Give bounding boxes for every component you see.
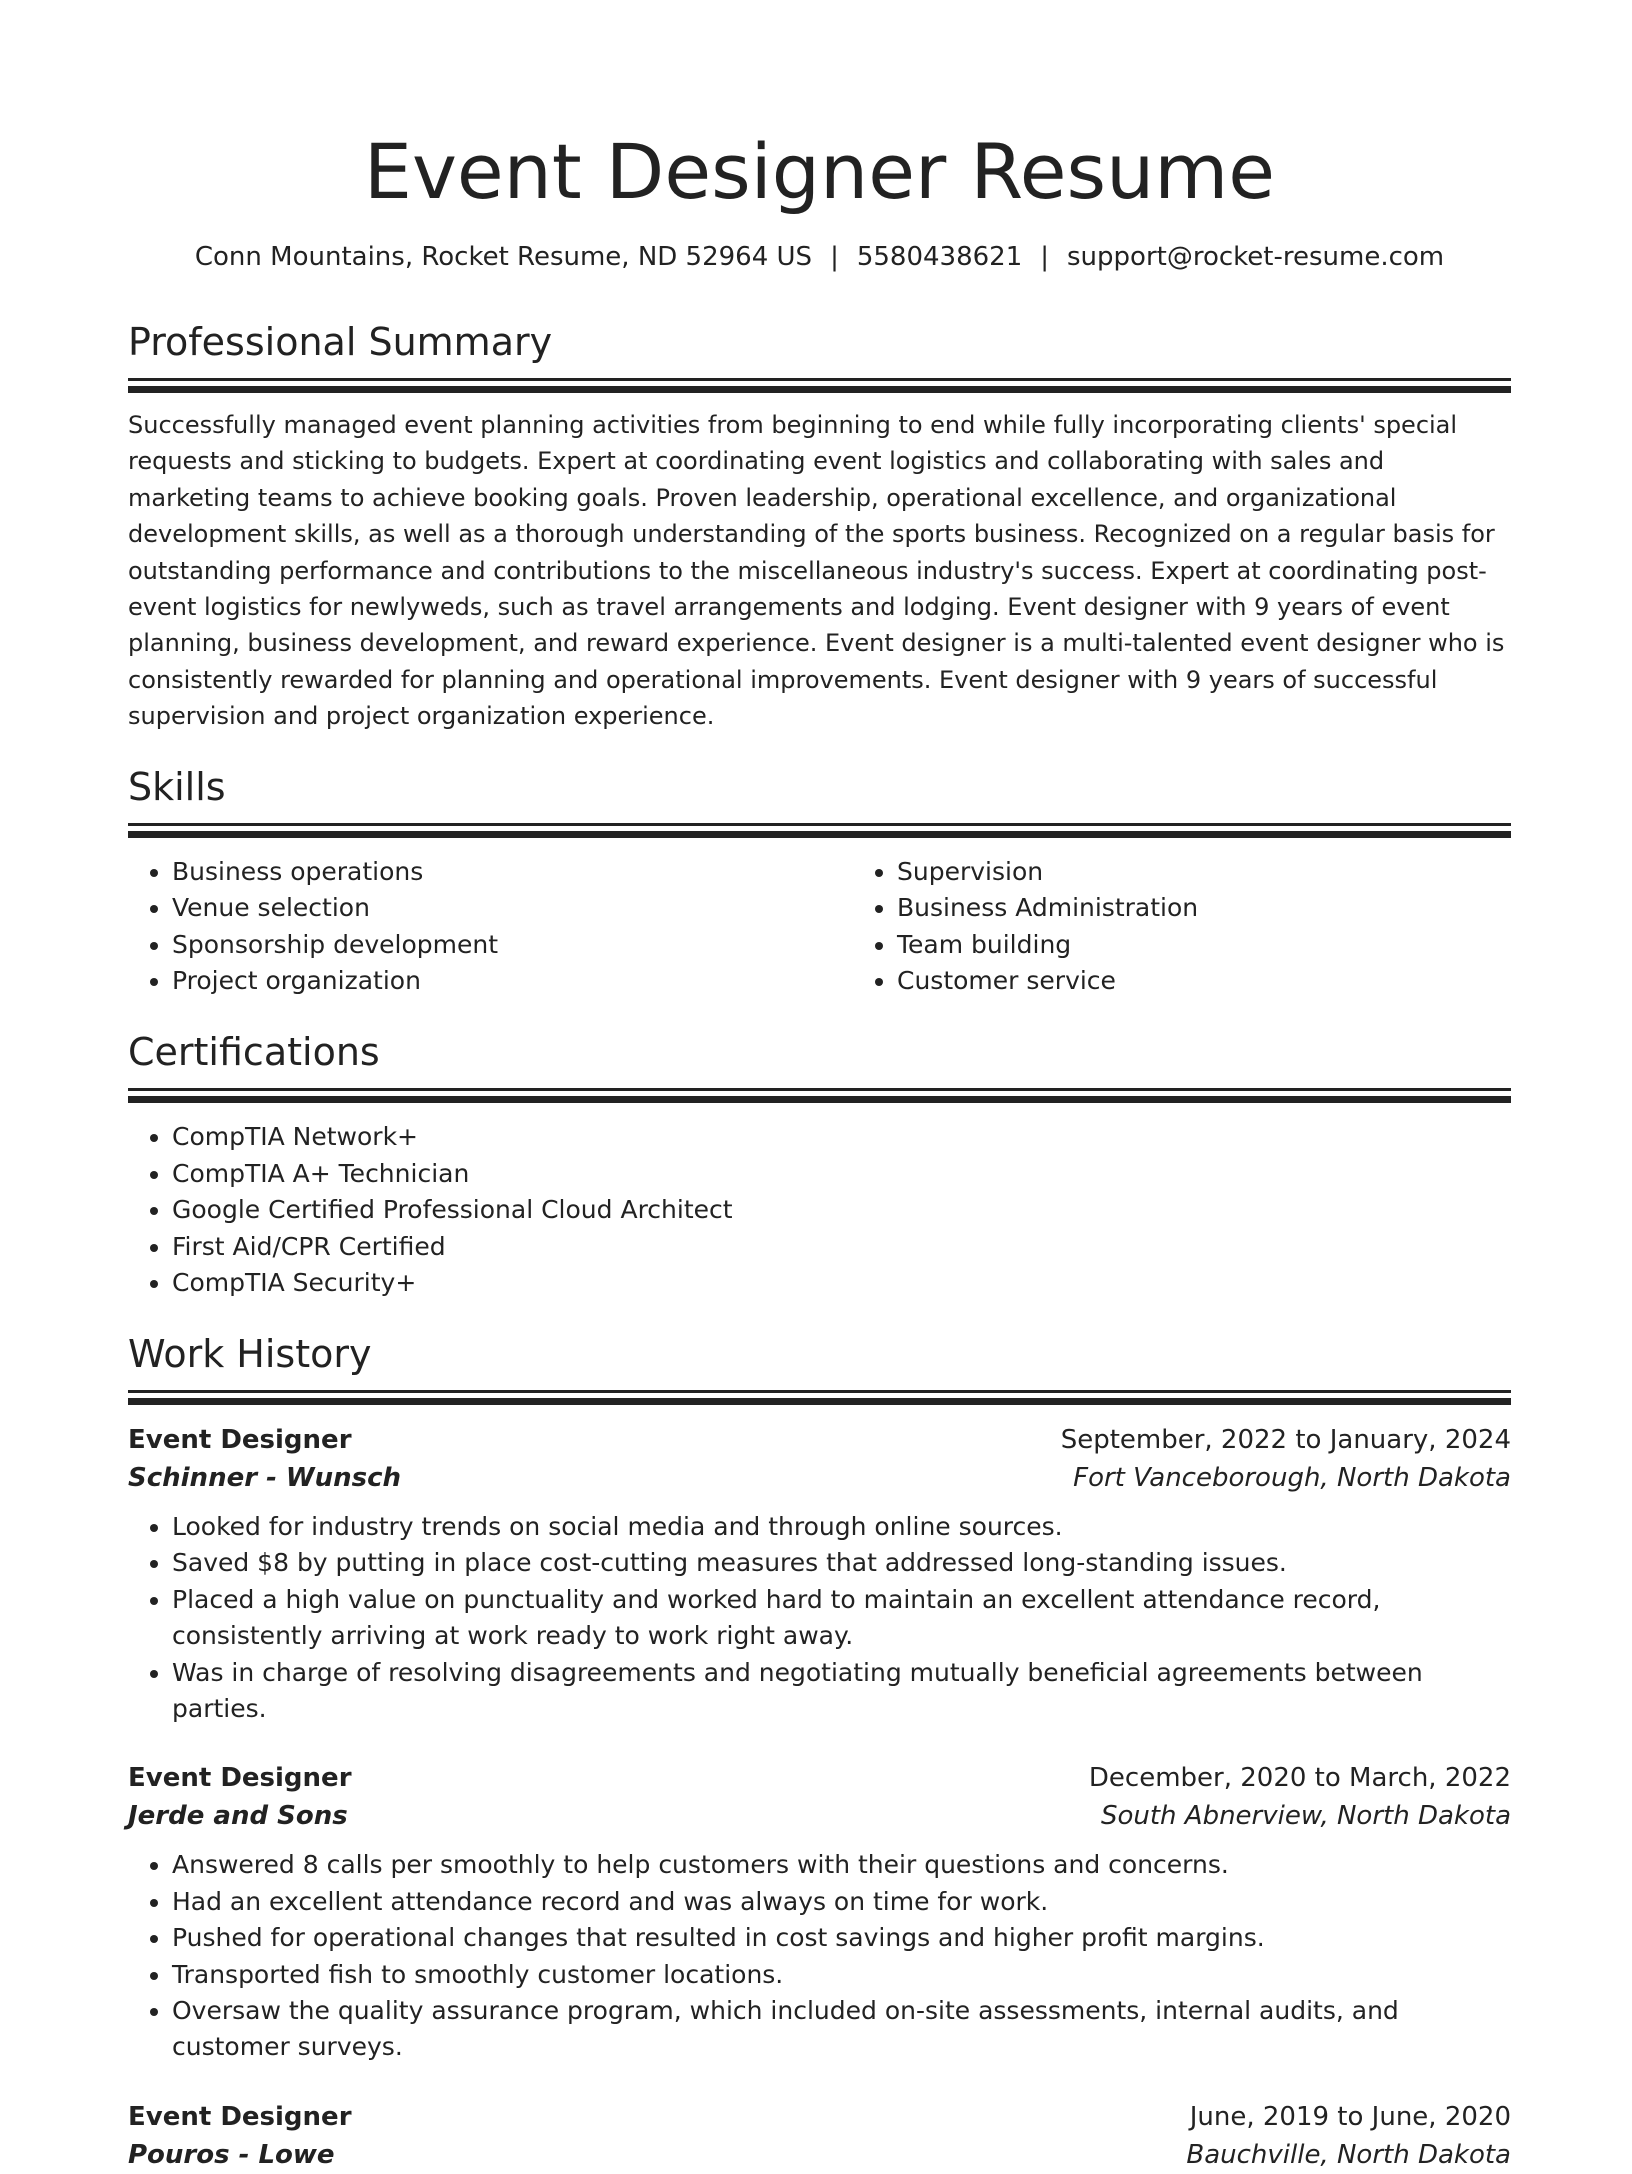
job-bullet: • Answered 8 calls per smoothly to help customers with their questions and concerns. (172, 1847, 1511, 1883)
section-divider (128, 1390, 1511, 1393)
job-bullet: • Placed a high value on punctuality and worked hard to maintain an excellent attendance record, consistently arriving at work ready to work right away. (172, 1582, 1511, 1655)
section-divider (128, 823, 1511, 826)
job-company-row (128, 1797, 1511, 1835)
skill-item: • Business operations (172, 854, 853, 891)
section-divider (128, 378, 1511, 381)
job-title: Event Designer (128, 1425, 352, 1455)
job-dates: June, 2019 to June, 2020 (1189, 2101, 1511, 2132)
job-company-row (128, 2136, 1511, 2174)
section-divider-thick (128, 1398, 1511, 1405)
section-divider-thick (128, 386, 1511, 393)
summary-heading: Professional Summary (128, 320, 553, 364)
skills-columns (128, 854, 1511, 1000)
summary-text: Successfully managed event planning activities from beginning to end while fully incorporating clients' special requests and sticking to budgets. Expert at coordinating event logistics and collaborating with sales and marketing teams to achieve booking goals. Proven leadership, operational excellence, and organizational development skills, as well as a thorough understanding of the sports business. Recognized on a regular basis for outstanding performance and contributions to the miscellaneous industry's success. Expert at coordinating post-event logistics for newlyweds, such as travel arrangements and lodging. Event designer with 9 years of event planning, business development, and reward experience. Event designer is a multi-talented event designer who is consistently rewarded for planning and operational improvements. Event designer with 9 years of successful supervision and project organization experience. (128, 411, 1505, 731)
contact-phone: 5580438621 (856, 242, 1023, 272)
certification-item: • First Aid/CPR Certified (172, 1229, 1511, 1266)
job-entry (128, 1759, 1511, 2065)
certification-item: • CompTIA Network+ (172, 1119, 1511, 1156)
job-entry (128, 2098, 1511, 2174)
work-history-section (128, 1330, 1511, 2174)
job-location: Fort Vanceborough, North Dakota (1073, 1463, 1511, 1493)
contact-separator: | (830, 242, 839, 272)
job-bullets (128, 1509, 1511, 1727)
contact-address: Conn Mountains, Rocket Resume, ND 52964 US (194, 242, 813, 272)
job-entry (128, 1421, 1511, 1727)
certifications-list (128, 1119, 1511, 1302)
section-divider-thick (128, 1096, 1511, 1103)
job-dates: September, 2022 to January, 2024 (1060, 1425, 1511, 1455)
skill-item: • Project organization (172, 963, 853, 1000)
skills-left-list (128, 854, 853, 1000)
job-company: Schinner - Wunsch (128, 1463, 402, 1493)
skill-item: • Business Administration (897, 890, 1578, 927)
certifications-list-wrap (128, 1119, 1511, 1302)
job-bullets (128, 1847, 1511, 2065)
skill-item: • Team building (897, 927, 1578, 964)
resume-page (128, 0, 1511, 2174)
job-bullet: • Saved $8 by putting in place cost-cutting measures that addressed long-standing issues. (172, 1545, 1511, 1581)
job-location: Bauchville, North Dakota (1186, 2139, 1511, 2170)
skills-right-list (853, 854, 1578, 1000)
job-company: Pouros - Lowe (128, 2139, 335, 2170)
skills-heading: Skills (128, 764, 226, 809)
skill-item: • Venue selection (172, 890, 853, 927)
job-bullet: • Looked for industry trends on social media and through online sources. (172, 1509, 1511, 1545)
job-location: South Abnerview, North Dakota (1100, 1801, 1511, 1832)
contact-email: support@rocket-resume.com (1067, 242, 1445, 272)
job-bullet: • Transported fish to smoothly customer locations. (172, 1957, 1511, 1993)
job-header-row (128, 1421, 1511, 1459)
job-dates: December, 2020 to March, 2022 (1088, 1763, 1511, 1794)
certifications-section (128, 1028, 1511, 1302)
certification-item: • Google Certified Professional Cloud Architect (172, 1192, 1511, 1229)
skills-section (128, 763, 1511, 1000)
work-history-heading: Work History (128, 1332, 372, 1376)
contact-line (128, 240, 1511, 274)
skill-item: • Customer service (897, 963, 1578, 1000)
section-divider (128, 1088, 1511, 1091)
job-company: Jerde and Sons (128, 1801, 348, 1832)
job-bullet: • Oversaw the quality assurance program, which included on-site assessments, internal audits, and customer surveys. (172, 1993, 1511, 2066)
job-title: Event Designer (128, 2101, 352, 2132)
certification-item: • CompTIA Security+ (172, 1265, 1511, 1302)
section-divider-thick (128, 831, 1511, 838)
skill-item: • Supervision (897, 854, 1578, 891)
job-bullet: • Pushed for operational changes that resulted in cost savings and higher profit margins. (172, 1920, 1511, 1956)
job-company-row (128, 1459, 1511, 1497)
job-title: Event Designer (128, 1763, 352, 1794)
certifications-heading: Certifications (128, 1030, 380, 1075)
job-bullet: • Had an excellent attendance record and was always on time for work. (172, 1884, 1511, 1920)
certification-item: • CompTIA A+ Technician (172, 1156, 1511, 1193)
job-header-row (128, 2098, 1511, 2136)
skill-item: • Sponsorship development (172, 927, 853, 964)
job-bullet: • Was in charge of resolving disagreements and negotiating mutually beneficial agreements between parties. (172, 1655, 1511, 1728)
contact-separator: | (1040, 242, 1050, 272)
resume-title: Event Designer Resume (363, 127, 1276, 216)
summary-section (128, 318, 1511, 735)
job-header-row (128, 1759, 1511, 1797)
